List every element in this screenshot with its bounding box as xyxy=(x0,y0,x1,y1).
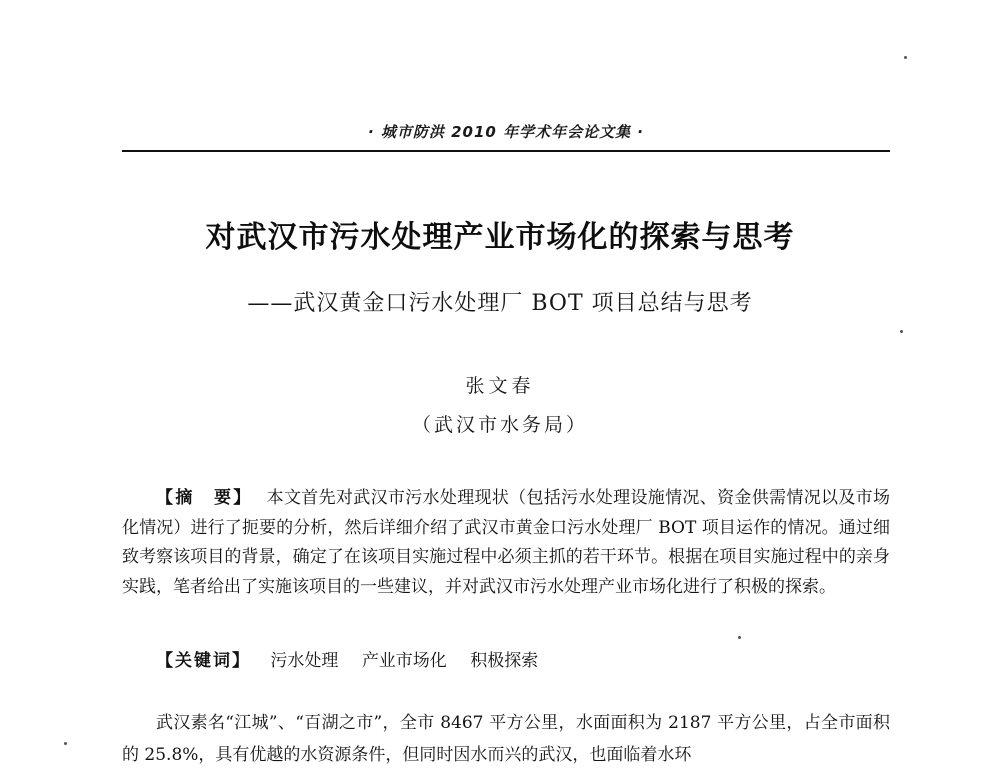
abstract-label: 【摘 要】 xyxy=(156,488,253,508)
abstract-text: 本文首先对武汉市污水处理现状（包括污水处理设施情况、资金供需情况以及市场化情况）进行了扼要的分析，然后详细介绍了武汉市黄金口污水处理厂 BOT 项目运作的情况。通过细致考察该项目的背景，确定了在该项目实施过程中必须主抓的若干环节。根据在项目实施过程中的亲身实践，笔者给出了实施该项目的一些建议，并对武汉市污水处理产业市场化进行了积极的探索。 xyxy=(122,488,890,597)
keywords-line xyxy=(156,647,890,676)
header-rule xyxy=(122,150,890,152)
keyword-item: 产业市场化 xyxy=(361,651,447,671)
scan-speck xyxy=(738,636,741,639)
scan-speck xyxy=(900,330,903,333)
keyword-item: 污水处理 xyxy=(270,651,339,671)
body-paragraph: 武汉素名“江城”、“百湖之市”，全市 8467 平方公里，水面面积为 2187 平方公里，占全市面积的 25.8%，具有优越的水资源条件，但同时因水而兴的武汉，也面临着水环 xyxy=(122,713,890,765)
keywords-label: 【关键词】 xyxy=(156,651,251,671)
author-name: 张文春 xyxy=(465,375,535,397)
paper-title: 对武汉市污水处理产业市场化的探索与思考 xyxy=(205,220,795,255)
scan-speck xyxy=(64,742,67,745)
scan-speck xyxy=(904,56,907,59)
abstract-paragraph xyxy=(122,484,890,602)
keyword-item: 积极探索 xyxy=(470,651,539,671)
running-header: · 城市防洪 2010 年学术年会论文集 · xyxy=(367,123,645,141)
author-affiliation: （武汉市水务局） xyxy=(411,414,588,436)
abstract-block xyxy=(122,484,890,602)
paper-subtitle: ——武汉黄金口污水处理厂 BOT 项目总结与思考 xyxy=(247,291,753,316)
